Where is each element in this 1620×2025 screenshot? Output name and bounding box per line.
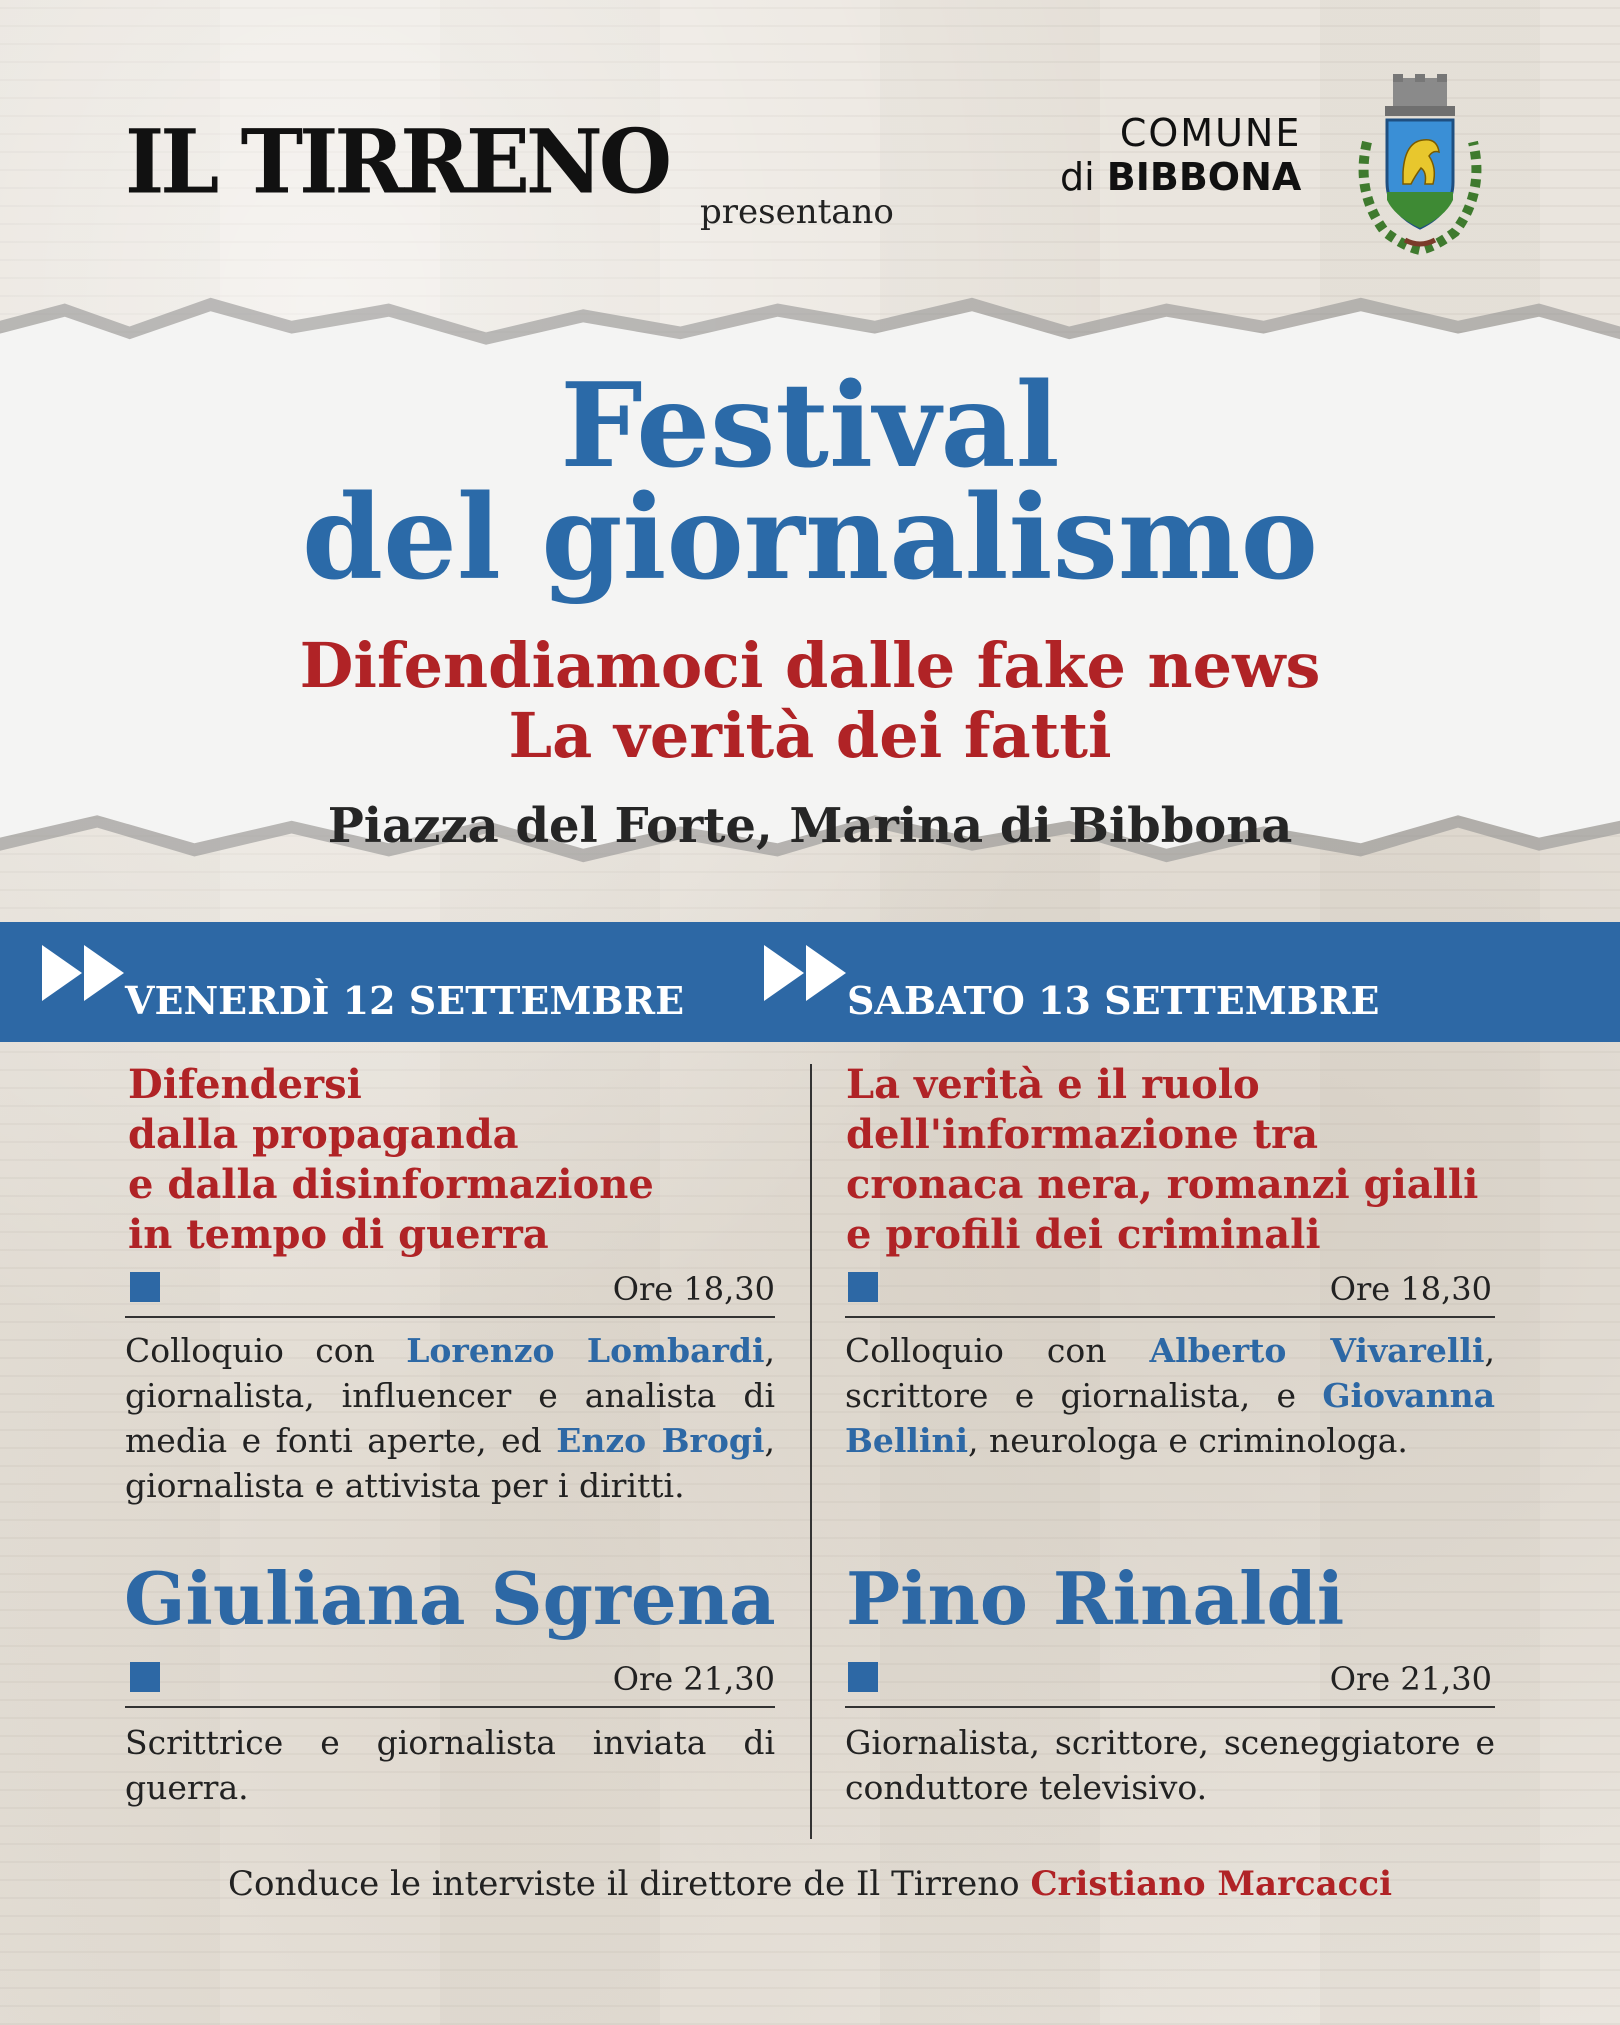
square-bullet-icon <box>130 1662 160 1692</box>
fast-forward-icon <box>42 945 132 1001</box>
square-bullet-icon <box>848 1662 878 1692</box>
coat-of-arms-icon <box>1345 72 1495 257</box>
day2-event1-time: Ore 18,30 <box>1329 1270 1492 1308</box>
day2-event1-title <box>846 1060 1506 1260</box>
column-divider <box>810 1064 812 1839</box>
desc-text: Colloquio con <box>125 1331 407 1370</box>
festival-location: Piazza del Forte, Marina di Bibbona <box>327 798 1293 854</box>
day2-event2-description: Giornalista, scrittore, sceneggiatore e conduttore televisivo. <box>845 1723 1495 1807</box>
title-line: in tempo di guerra <box>128 1211 549 1258</box>
day1-event2-time: Ore 21,30 <box>612 1660 775 1698</box>
comune-name-line <box>1060 156 1301 200</box>
desc-text: , giornalista e attivista per i diritti. <box>125 1421 775 1505</box>
day2-label: SABATO 13 SETTEMBRE <box>847 978 1380 1023</box>
festival-title-line1: Festival <box>560 358 1060 494</box>
title-line: Difendersi <box>128 1061 362 1108</box>
title-line: dell'informazione tra <box>846 1111 1319 1158</box>
square-bullet-icon <box>130 1272 160 1302</box>
title-line: cronaca nera, romanzi gialli <box>846 1161 1479 1208</box>
fast-forward-icon <box>764 945 854 1001</box>
day2-event1-description <box>845 1328 1495 1463</box>
square-bullet-icon <box>848 1272 878 1302</box>
desc-text: , scrittore e giornalista, e <box>845 1331 1495 1415</box>
title-line: e profili dei criminali <box>846 1211 1321 1258</box>
desc-text: Colloquio con <box>845 1331 1150 1370</box>
day1-event2-description: Scrittrice e giornalista inviata di guerra. <box>125 1723 775 1807</box>
comune-bibbona-logo <box>1060 112 1301 199</box>
festival-title-line2: del giornalismo <box>301 470 1319 606</box>
desc-text: , giornalista, influencer e analista di media e fonti aperte, ed <box>125 1331 775 1460</box>
title-line: e dalla disinformazione <box>128 1161 654 1208</box>
title-line: La verità e il ruolo <box>846 1061 1260 1108</box>
footer-text: Conduce le interviste il direttore de Il Tirreno <box>227 1864 1031 1904</box>
divider-rule <box>125 1316 775 1318</box>
speaker-name: Enzo Brogi <box>556 1421 765 1460</box>
day1-event1-title <box>128 1060 728 1260</box>
comune-di: di <box>1060 154 1095 199</box>
day1-event1-description <box>125 1328 775 1508</box>
divider-rule <box>845 1706 1495 1708</box>
director-name: Cristiano Marcacci <box>1030 1864 1392 1904</box>
festival-subtitle-line2: La verità dei fatti <box>508 699 1112 772</box>
desc-text: , neurologa e criminologa. <box>968 1421 1408 1460</box>
il-tirreno-logo: IL TIRRENO <box>125 109 668 214</box>
comune-label: COMUNE <box>1119 111 1302 155</box>
day1-label: VENERDÌ 12 SETTEMBRE <box>125 978 685 1023</box>
title-line: dalla propaganda <box>128 1111 519 1158</box>
comune-name: BIBBONA <box>1106 154 1302 199</box>
speaker-name: Giovanna Bellini <box>845 1376 1495 1460</box>
day1-event2-guest: Giuliana Sgrena <box>124 1556 776 1641</box>
day2-event2-guest: Pino Rinaldi <box>846 1556 1345 1641</box>
presentano-text: presentano <box>700 192 894 232</box>
speaker-name: Lorenzo Lombardi <box>406 1331 765 1370</box>
footer-credit <box>0 1864 1620 1904</box>
speaker-name: Alberto Vivarelli <box>1149 1331 1485 1370</box>
day1-event1-time: Ore 18,30 <box>612 1270 775 1308</box>
divider-rule <box>125 1706 775 1708</box>
festival-subtitle-line1: Difendiamoci dalle fake news <box>299 629 1321 702</box>
divider-rule <box>845 1316 1495 1318</box>
day2-event2-time: Ore 21,30 <box>1329 1660 1492 1698</box>
